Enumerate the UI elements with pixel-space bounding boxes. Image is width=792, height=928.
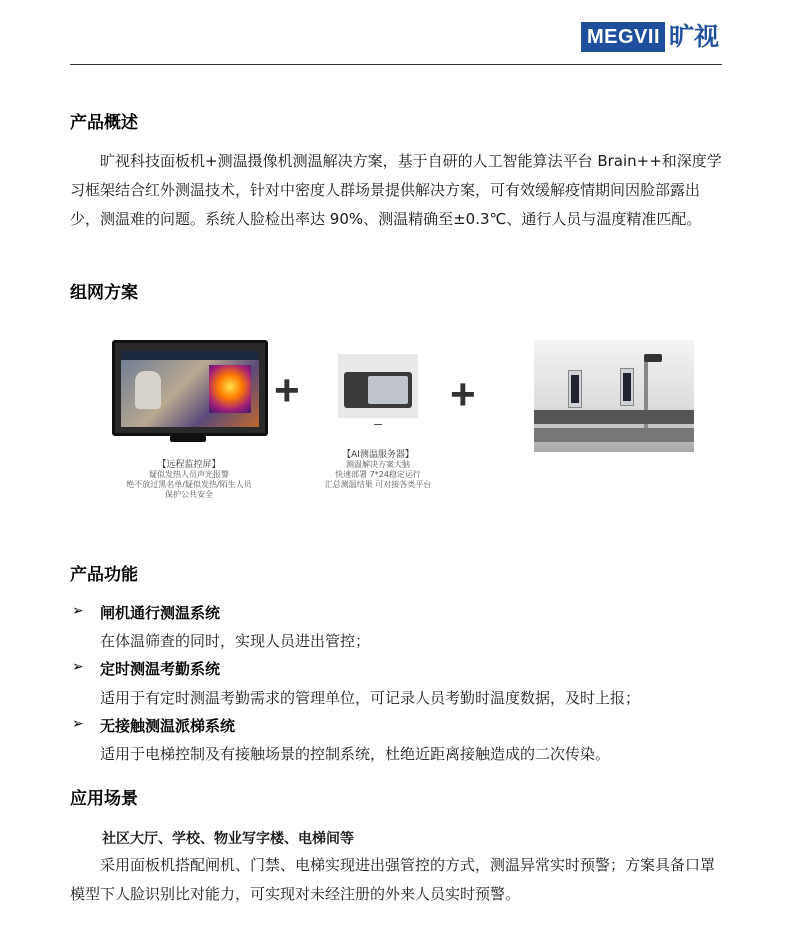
- network-diagram: [108, 330, 694, 520]
- monitor-caption: 【远程监控屏】 疑似发热人员声光报警 绝不放过黑名单/疑似发热/陌生人员 保护公共安全: [126, 460, 252, 499]
- scenarios-subheading: 社区大厅、学校、物业写字楼、电梯间等: [102, 831, 354, 847]
- arrow-bullet-icon: ➢: [72, 659, 84, 675]
- monitor-stand: [170, 434, 206, 442]
- feature-desc: 在体温筛查的同时，实现人员进出管控；: [100, 632, 371, 650]
- logo-wordmark: MEGVII: [581, 22, 665, 52]
- arrow-bullet-icon: ➢: [72, 716, 84, 732]
- feature-desc: 适用于有定时测温考勤需求的管理单位，可记录人员考勤时温度数据，及时上报；: [100, 689, 641, 707]
- logo-chinese: 旷视: [669, 22, 720, 51]
- feature-title: 无接触测温派梯系统: [100, 717, 236, 735]
- header-divider: [70, 64, 722, 65]
- arrow-bullet-icon: ➢: [72, 603, 84, 619]
- plus-icon: +: [450, 370, 476, 419]
- server-image: [338, 354, 418, 418]
- network-heading: 组网方案: [70, 283, 138, 303]
- overview-heading: 产品概述: [70, 113, 138, 133]
- scenarios-paragraph: 采用面板机搭配闸机、门禁、电梯实现进出强管控的方式，测温异常实时预警；方案具备口罩模型下人脸识别比对能力，可实现对未经注册的外来人员实时预警。: [70, 856, 716, 903]
- feature-desc: 适用于电梯控制及有接触场景的控制系统，杜绝近距离接触造成的二次传染。: [100, 745, 611, 763]
- feature-title: 闸机通行测温系统: [100, 604, 221, 622]
- server-caption: 【AI测温服务器】 测温解决方案大脑 快速部署 7*24稳定运行 汇总测温结果 可对接各类平台: [324, 450, 432, 489]
- plus-icon: +: [274, 366, 300, 415]
- overview-paragraph: 旷视科技面板机+测温摄像机测温解决方案，基于自研的人工智能算法平台 Brain++和深度学习框架结合红外测温技术，针对中密度人群场景提供解决方案，可有效缓解疫情期间因脸部露出少，测温难的问题。系统人脸检出率达 90%、测温精确至±0.3℃、通行人员与温度精准匹配。: [70, 152, 722, 228]
- turnstile-image: [534, 340, 694, 452]
- monitor-image: [112, 340, 268, 436]
- feature-title: 定时测温考勤系统: [100, 660, 221, 678]
- features-heading: 产品功能: [70, 565, 138, 585]
- scenarios-heading: 应用场景: [70, 789, 138, 809]
- megvii-logo: [581, 22, 719, 52]
